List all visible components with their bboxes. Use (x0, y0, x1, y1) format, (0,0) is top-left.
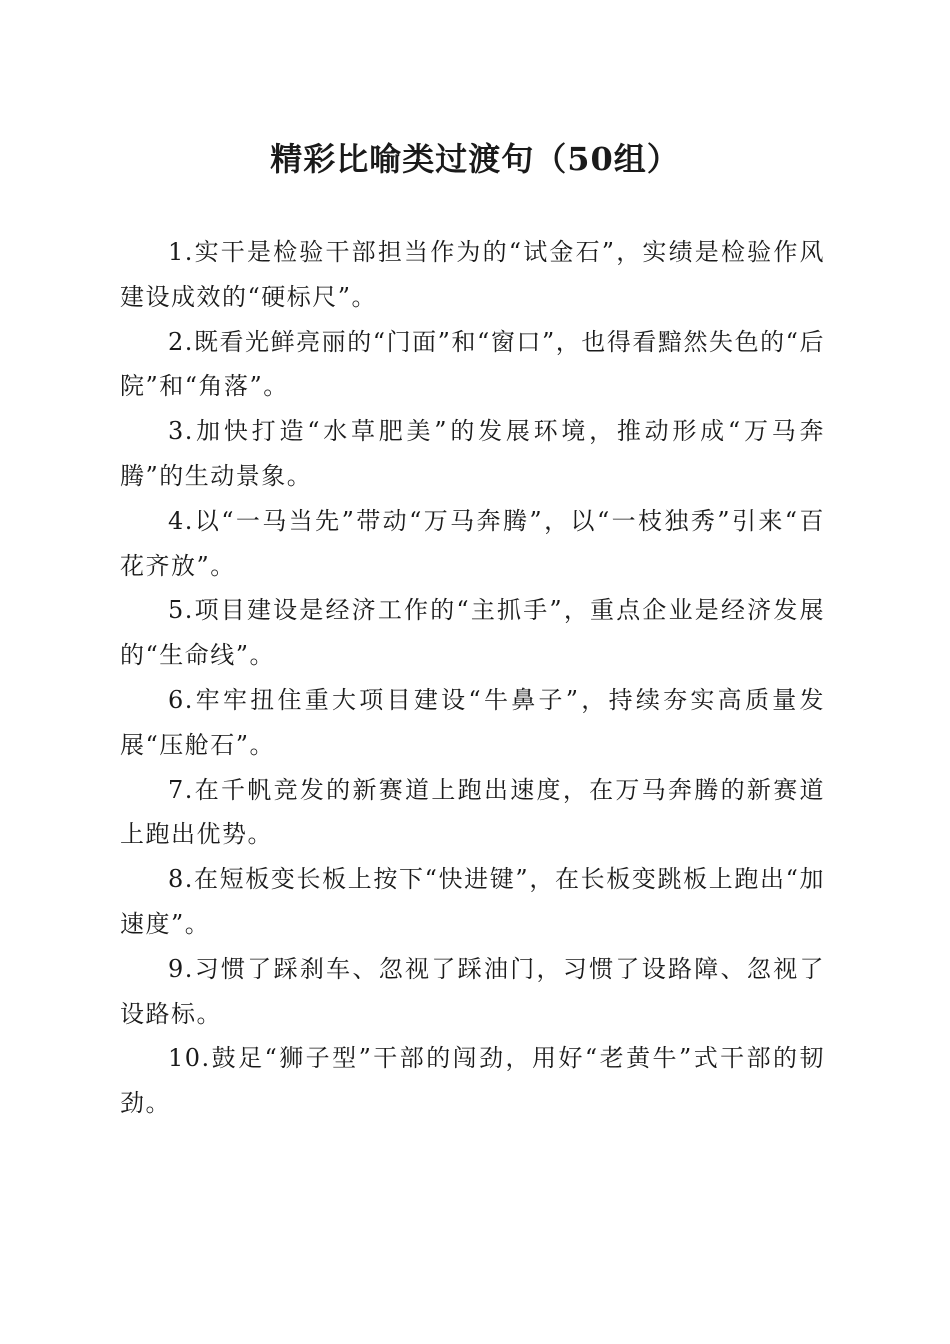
list-item: 8.在短板变长板上按下“快进键”，在长板变跳板上跑出“加速度”。 (120, 865, 825, 938)
list-item: 9.习惯了踩刹车、忽视了踩油门，习惯了设路障、忽视了设路标。 (120, 954, 825, 1028)
document-title: 精彩比喻类过渡句（50组） (270, 140, 680, 178)
list-item: 6.牢牢扭住重大项目建设“牛鼻子”，持续夯实高质量发展“压舱石”。 (120, 685, 825, 759)
document-body (120, 230, 825, 1126)
list-item: 1.实干是检验干部担当作为的“试金石”，实绩是检验作风建设成效的“硬标尺”。 (120, 238, 825, 311)
list-item: 2.既看光鲜亮丽的“门面”和“窗口”，也得看黯然失色的“后院”和“角落”。 (120, 327, 825, 401)
list-item: 3.加快打造“水草肥美”的发展环境，推动形成“万马奔腾”的生动景象。 (120, 417, 825, 490)
list-item: 10.鼓足“狮子型”干部的闯劲，用好“老黄牛”式干部的韧劲。 (120, 1044, 825, 1118)
list-item: 4.以“一马当先”带动“万马奔腾”，以“一枝独秀”引来“百花齐放”。 (120, 506, 825, 580)
list-item: 5.项目建设是经济工作的“主抓手”，重点企业是经济发展的“生命线”。 (120, 596, 825, 670)
list-item: 7.在千帆竞发的新赛道上跑出速度，在万马奔腾的新赛道上跑出优势。 (120, 775, 825, 849)
